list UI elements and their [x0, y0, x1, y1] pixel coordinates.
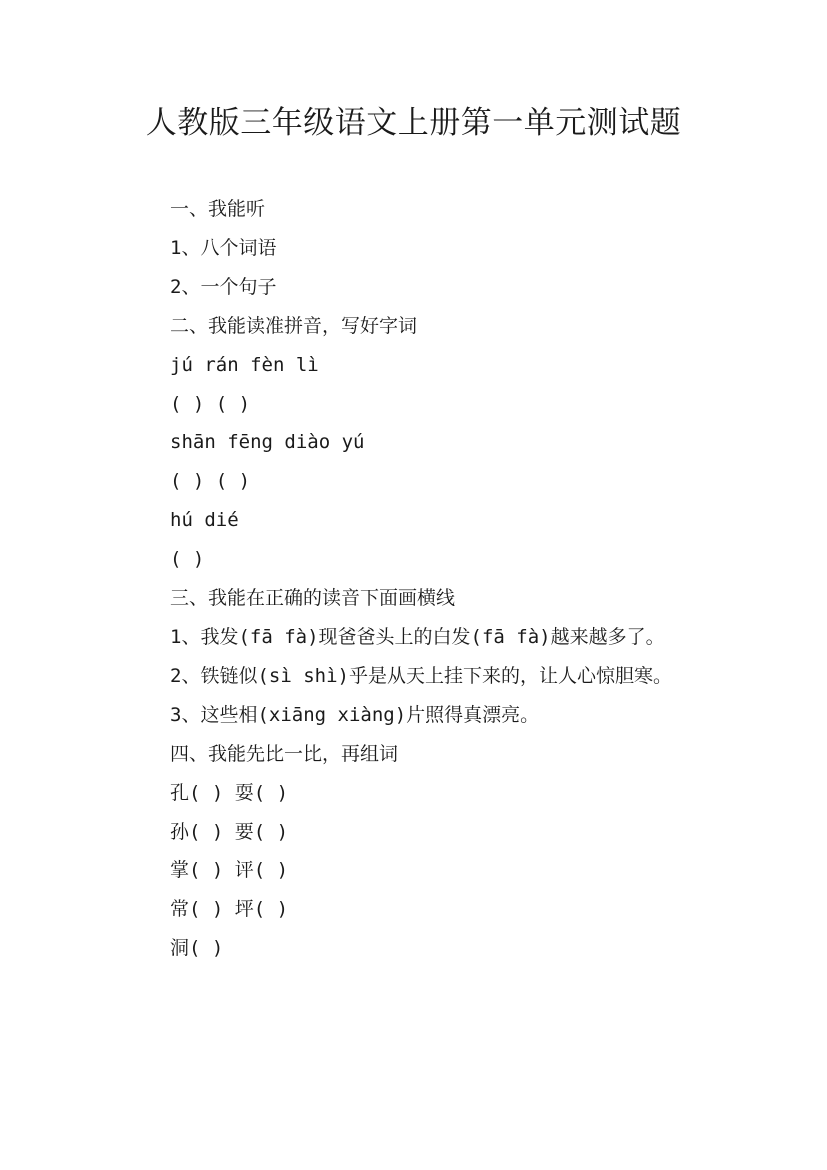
document-title: 人教版三年级语文上册第一单元测试题	[145, 105, 682, 141]
word-pair-row: 孔( ) 耍( )	[170, 781, 289, 804]
word-pair-row: 常( ) 坪( )	[170, 898, 289, 921]
section-heading-pronunciation: 三、我能在正确的读音下面画横线	[170, 587, 456, 610]
question-item: 3、这些相(xiāng xiàng)片照得真漂亮。	[170, 703, 540, 726]
answer-blanks: ( ) ( )	[170, 470, 251, 493]
question-item: 2、铁链似(sì shì)乎是从天上挂下来的，让人心惊胆寒。	[170, 664, 672, 687]
pinyin-line: shān fēng diào yú	[170, 431, 365, 454]
document-body	[126, 190, 716, 968]
section-heading-listening: 一、我能听	[170, 198, 266, 220]
pinyin-line: hú dié	[170, 509, 239, 532]
question-item: 1、我发(fā fà)现爸爸头上的白发(fā fà)越来越多了。	[170, 625, 665, 648]
list-item: 1、八个词语	[170, 236, 277, 259]
section-heading-compare: 四、我能先比一比，再组词	[170, 742, 399, 765]
word-pair-row: 孙( ) 要( )	[170, 820, 289, 843]
answer-blanks: ( )	[170, 548, 205, 571]
pinyin-line: jú rán fèn lì	[170, 353, 319, 376]
word-pair-row: 洞( )	[170, 937, 224, 960]
section-heading-pinyin: 二、我能读准拼音，写好字词	[170, 314, 418, 337]
list-item: 2、一个句子	[170, 275, 277, 298]
answer-blanks: ( ) ( )	[170, 392, 251, 415]
word-pair-row: 掌( ) 评( )	[170, 859, 289, 882]
